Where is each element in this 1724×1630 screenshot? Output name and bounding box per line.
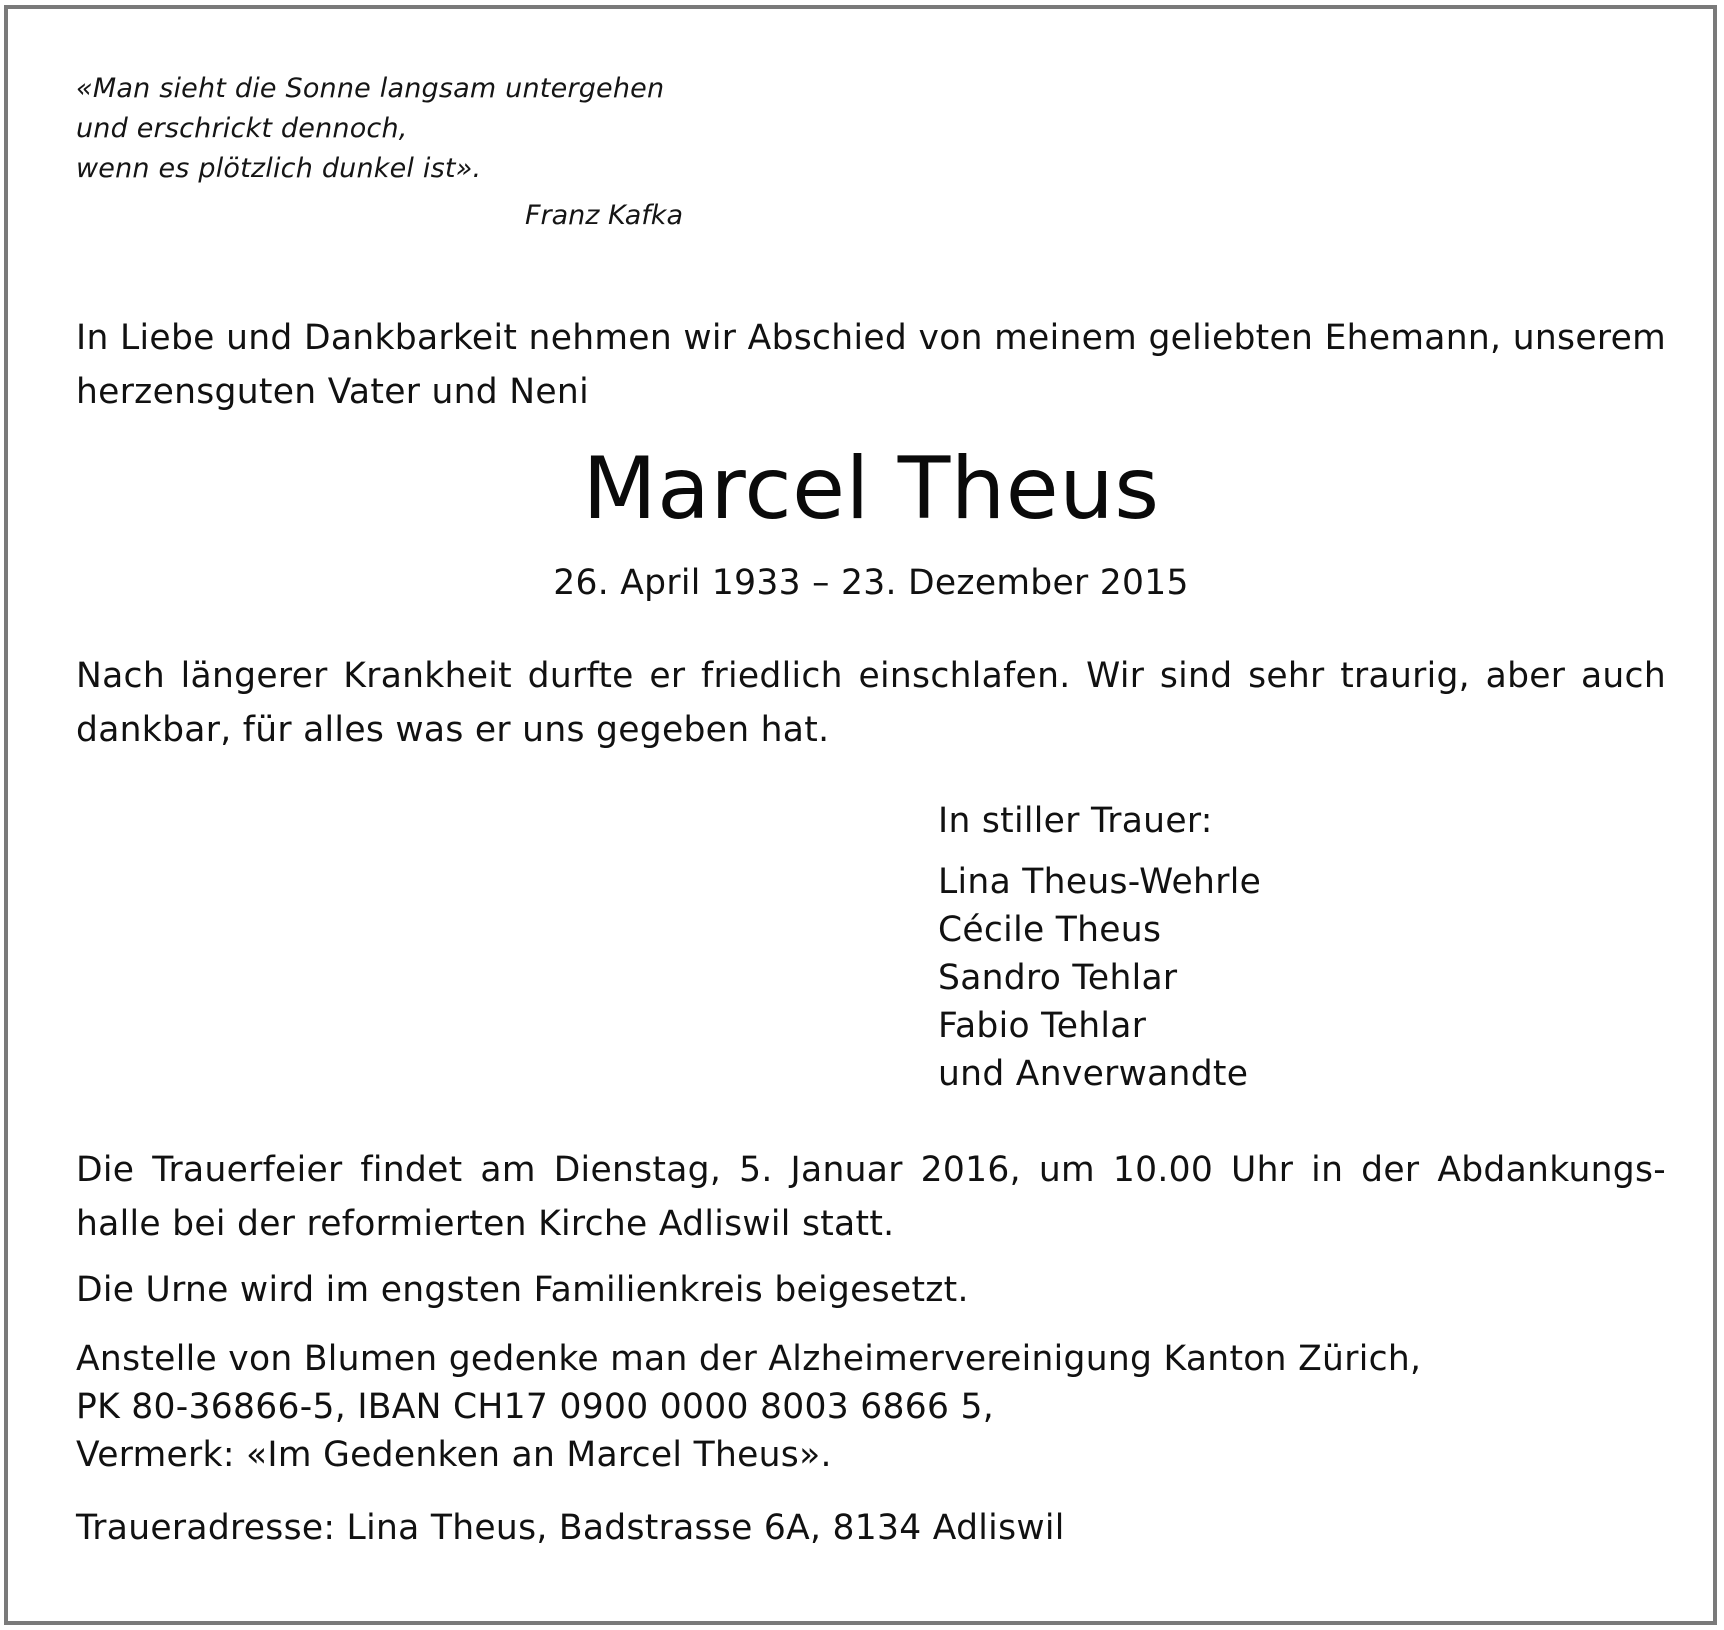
mourner-name: und Anverwandte — [938, 1054, 1249, 1094]
mourning-address: Traueradresse: Lina Theus, Badstrasse 6A, 8134 Adliswil — [76, 1508, 1065, 1548]
quote-line: und erschrickt dennoch, — [76, 113, 408, 144]
ceremony-paragraph — [76, 1143, 1666, 1251]
life-dates: 26. April 1933 – 23. Dezember 2015 — [553, 563, 1189, 603]
deceased-name: Marcel Theus — [582, 439, 1160, 539]
quote-line: wenn es plötzlich dunkel ist». — [76, 153, 482, 184]
quote-line: «Man sieht die Sonne langsam untergehen — [76, 73, 665, 104]
illness-paragraph — [76, 649, 1666, 757]
donation-line: Vermerk: «Im Gedenken an Marcel Theus». — [76, 1435, 832, 1475]
intro-line: herzensguten Vater und Neni — [76, 372, 589, 412]
donation-paragraph — [76, 1335, 1666, 1479]
obituary-frame — [4, 5, 1717, 1625]
urn-paragraph: Die Urne wird im engsten Familienkreis beigesetzt. — [76, 1270, 969, 1310]
mourner-name: Fabio Tehlar — [938, 1006, 1147, 1046]
donation-line: Anstelle von Blumen gedenke man der Alzheimervereinigung Kanton Zürich, — [76, 1339, 1422, 1379]
kafka-quote — [76, 69, 696, 189]
quote-author: Franz Kafka — [524, 200, 683, 231]
mourner-name: Cécile Theus — [938, 910, 1162, 950]
donation-line: PK 80-36866-5, IBAN CH17 0900 0000 8003 6866 5, — [76, 1387, 995, 1427]
mourners-heading: In stiller Trauer: — [938, 801, 1213, 841]
ceremony-line: halle bei der reformierten Kirche Adliswil statt. — [76, 1204, 895, 1244]
intro-line: In Liebe und Dankbarkeit nehmen wir Abschied von meinem geliebten Ehemann, unserem — [76, 318, 1666, 358]
mourners-block — [938, 794, 1498, 1098]
ceremony-line: Die Trauerfeier findet am Dienstag, 5. Januar 2016, um 10.00 Uhr in der Abdankungs- — [76, 1150, 1666, 1190]
mourner-name: Lina Theus-Wehrle — [938, 862, 1262, 902]
illness-line: dankbar, für alles was er uns gegeben hat. — [76, 710, 830, 750]
illness-line: Nach längerer Krankheit durfte er friedlich einschlafen. Wir sind sehr traurig, aber auch — [76, 656, 1666, 696]
mourner-name: Sandro Tehlar — [938, 958, 1178, 998]
intro-paragraph — [76, 311, 1666, 419]
